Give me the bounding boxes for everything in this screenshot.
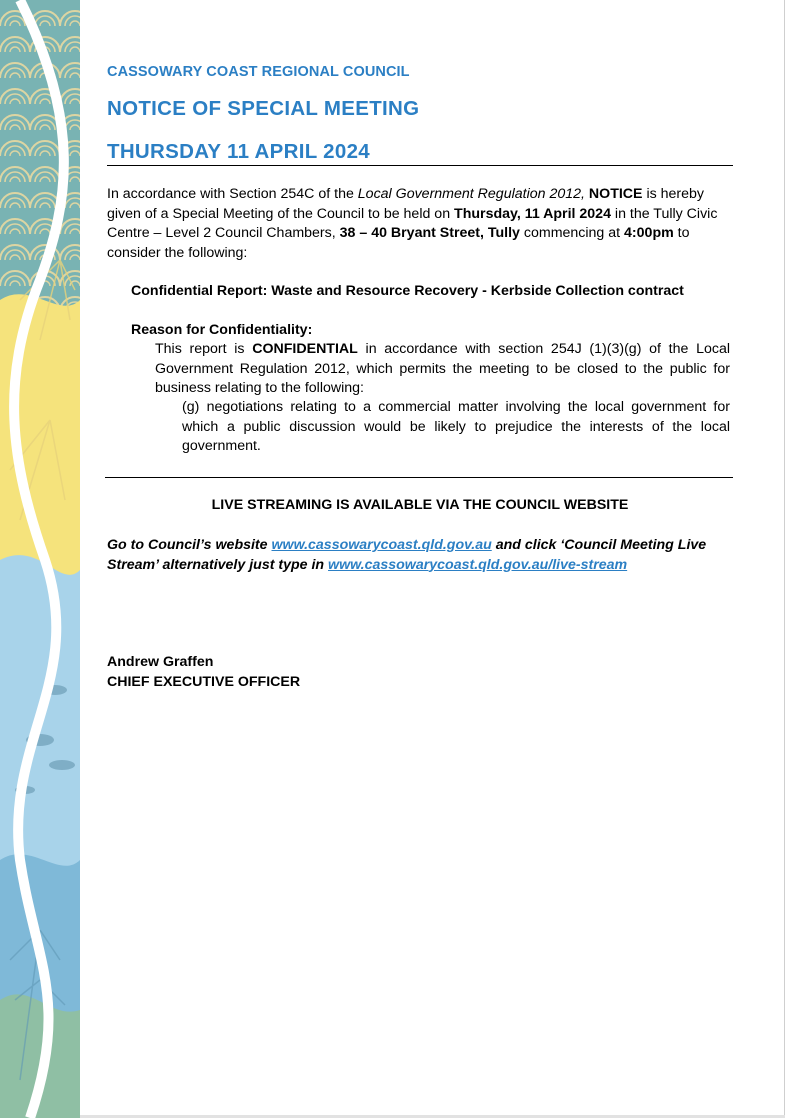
meeting-time: 4:00pm	[624, 225, 674, 241]
section-divider	[105, 477, 733, 478]
intro-text-3: in the Tully Civic Centre – Level 2 Council Chambers,	[107, 205, 718, 241]
meeting-date-heading: THURSDAY 11 APRIL 2024	[107, 140, 370, 163]
livestream-heading: LIVE STREAMING IS AVAILABLE VIA THE COUNCIL WEBSITE	[211, 497, 629, 513]
intro-text-2: is hereby given of a Special Meeting of the Council to be held on	[107, 186, 705, 222]
decorative-side-banner	[0, 0, 80, 1118]
signer-name: Andrew Graffen	[107, 654, 214, 670]
notice-title: NOTICE OF SPECIAL MEETING	[107, 97, 420, 120]
council-website-link[interactable]: www.cassowarycoast.qld.gov.au	[271, 537, 492, 553]
live-stream-link[interactable]: www.cassowarycoast.qld.gov.au/live-stream	[328, 556, 628, 573]
reason-text-1: This report is	[155, 341, 253, 357]
intro-text-1: In accordance with Section 254C of the	[107, 186, 358, 202]
council-name: CASSOWARY COAST REGIONAL COUNCIL	[107, 64, 410, 80]
meeting-date: Thursday, 11 April 2024	[454, 205, 611, 222]
header-divider	[107, 165, 733, 166]
signer-role: CHIEF EXECUTIVE OFFICER	[107, 673, 301, 690]
banner-artwork	[0, 0, 80, 1118]
agenda-report-title: Confidential Report: Waste and Resource Recovery - Kerbside Collection contract	[131, 283, 684, 299]
regulation-name: Local Government Regulation 2012,	[357, 186, 585, 202]
confidential-word: CONFIDENTIAL	[252, 341, 358, 357]
intro-text-5: to consider the following:	[107, 225, 690, 261]
intro-paragraph	[107, 185, 733, 263]
reason-text-2: in accordance with section 254J (1)(3)(g) of the Local Government Regulation 2012, which permits the meeting to be closed to the public for business relating to the following:	[155, 341, 730, 396]
meeting-address: 38 – 40 Bryant Street, Tully	[339, 225, 520, 241]
intro-text-4: commencing at	[519, 225, 625, 241]
reason-clause-g: (g) negotiations relating to a commercial matter involving the local government for which a public discussion would be likely to prejudice the interests of the local government.	[182, 399, 730, 454]
livestream-text-2: and click ‘Council Meeting Live Stream’ alternatively just type in	[107, 537, 707, 573]
notice-word: NOTICE	[588, 186, 643, 202]
signature-block	[107, 653, 733, 692]
livestream-text-1: Go to Council’s website	[107, 537, 272, 553]
livestream-instructions	[107, 536, 733, 575]
reason-heading: Reason for Confidentiality:	[131, 322, 313, 338]
reason-paragraph	[155, 340, 730, 399]
